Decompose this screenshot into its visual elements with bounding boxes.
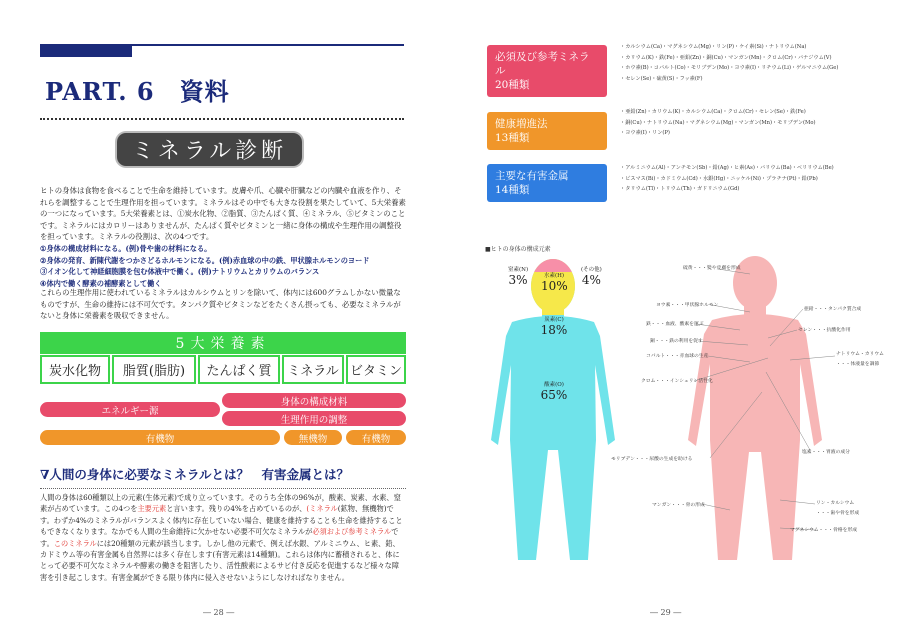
nitrogen-label: 窒素(N) bbox=[508, 267, 529, 273]
para3-text-e: には20種類の元素が該当します。しかし他の元素で、例えば水銀、アルミニウム、ヒ素、鉛、カドミウム等の有害金属も自然界には多く存在します(有害元素は14種類)。これらは体内に蓄積されると、体にとって必要不可欠なミネラルや酵素の働きを阻害したり、活性酸素によるサビ付き反応を促進するなど様々な障害を引き起こします。有害金属ができる限り体内に侵入させないようにしなければなりません。 bbox=[40, 538, 400, 582]
anno-manganese: マンガン・・・骨の形成 bbox=[652, 503, 705, 508]
bar-physiology: 生理作用の調整 bbox=[222, 411, 406, 426]
health-line: ・銅(Cu)・ナトリウム(Na)・マグネシウム(Mg)・マンガン(Mn)・モリブデン(Mo) bbox=[620, 119, 816, 126]
anno-chlorine: 塩素・・・胃液の成分 bbox=[802, 450, 850, 455]
element-nitrogen bbox=[508, 265, 528, 287]
para3-text-a: 人間の身体は60種類以上の元素(生体元素)で成り立っています。そのうち全体の96%が，酸素、炭素、水素、窒素が占めています。この4つを bbox=[40, 493, 401, 514]
subheading: ∇人間の身体に必要なミネラルとは？ 有害金属とは？ bbox=[40, 465, 406, 489]
bar-body-material: 身体の構成材料 bbox=[222, 393, 406, 408]
anno-magnesium: マグネシウム・・・骨格を形成 bbox=[790, 528, 858, 533]
nitrogen-pct: 3% bbox=[508, 273, 528, 287]
carbon-label: 炭素(C) bbox=[544, 317, 564, 323]
page-number-right: ― 29 ― bbox=[650, 608, 682, 617]
oxygen-pct: 65% bbox=[540, 388, 568, 402]
body-figure bbox=[450, 0, 900, 636]
oxygen-label: 酸素(O) bbox=[544, 382, 564, 388]
intro-paragraph bbox=[40, 185, 406, 289]
section-title: ミネラル診断 bbox=[131, 139, 288, 164]
harmful-line: ・ビスマス(Bi)・カドミウム(Cd)・水銀(Hg)・ニッケル(Ni)・プラチナ(Pt)・鉛(Pb) bbox=[620, 175, 818, 182]
colored-body bbox=[480, 250, 630, 580]
anno-sulfur: 硫黄・・・髪や皮膚を形成 bbox=[683, 266, 741, 271]
para3-highlight-3: 必須および参考ミネラル bbox=[312, 527, 392, 537]
bar-organic: 有機物 bbox=[40, 430, 280, 445]
other-label: (その他) bbox=[581, 267, 602, 273]
para3-highlight-1: 主要元素 bbox=[137, 504, 167, 514]
nutrient-carbohydrate: 炭水化物 bbox=[40, 355, 110, 384]
essential-line: ・カルシウム(Ca)・マグネシウム(Mg)・リン(P)・ケイ素(Si)・ナトリウム(Na) bbox=[620, 44, 807, 50]
harmful-line: ・タリウム(Tl)・トリウム(Th)・ガドリニウム(Gd) bbox=[620, 186, 740, 192]
bar-organic-vitamin: 有機物 bbox=[346, 430, 406, 445]
role-4: ④体内で働く酵素の補酵素として働く bbox=[40, 278, 162, 288]
intro-text: ヒトの身体は食物を食べることで生命を維持しています。皮膚や爪、心臓や肝臓などの内臓や血液を作り、それらを調整することで生理作用を担っています。ミネラルはその中でも大きな役割を果たしていて、5大栄養素の一つになっています。5大栄養素とは、①炭水化物、②脂質、③たんぱく質、④ミネラル、⑤ビタミンのことです。ミネラルにはカロリーはありませんが、たんぱく質やビタミンと一緒に身体の構成や生理作用の調整役を担っています。ミネラルの役割は、次の4つです。 bbox=[40, 186, 406, 242]
essential-line: ・ホウ素(B)・コバルト(Co)・モリブデン(Mo)・ヨウ素(I)・リチウム(Li)・ゲルマニウム(Ge) bbox=[620, 65, 839, 71]
element-other bbox=[581, 265, 602, 287]
role-1: ①身体の構成材料になる。(例)骨や歯の材料になる。 bbox=[40, 243, 212, 253]
element-oxygen bbox=[536, 380, 572, 402]
para3-highlight-2: (ミネラル bbox=[306, 504, 338, 514]
harmful-line: ・アルミニウム(Al)・アンチモン(Sb)・鉛(Ag)・ヒ素(As)・バリウム(Ba)・ベリリウム(Be) bbox=[620, 165, 834, 171]
para3-text-b: と言います。残りの4%を占めているのが、 bbox=[166, 504, 307, 514]
elements-paragraph bbox=[40, 492, 406, 583]
bar-inorganic: 無機物 bbox=[284, 430, 342, 445]
nutrient-protein: たんぱく質 bbox=[198, 355, 280, 384]
top-rule-tab bbox=[40, 44, 132, 57]
bar-energy: エネルギー源 bbox=[40, 402, 220, 417]
anno-iron: 鉄・・・血液、酸素を運ぶ bbox=[646, 322, 704, 327]
anno-sodium-potassium: ナトリウム・カリウム bbox=[836, 352, 884, 357]
category-health-title: 健康増進法 bbox=[495, 118, 548, 130]
hydrogen-pct: 10% bbox=[541, 279, 568, 293]
anno-cobalt: コバルト・・・赤血球の生産 bbox=[646, 354, 709, 359]
category-essential-count: 20種類 bbox=[495, 79, 530, 91]
anno-molybdenum: モリブデン・・・尿酸の生成を助ける bbox=[611, 457, 693, 462]
anno-selenium: セレン・・・抗酸化作用 bbox=[798, 328, 851, 333]
category-essential-title: 必須及び参考ミネラル bbox=[495, 51, 590, 77]
nutrients-row bbox=[40, 355, 406, 384]
role-3: ③イオン化して神経細胞膜を包む体液中で働く。(例)ナトリウムとカリウムのバランス bbox=[40, 267, 320, 277]
nutrient-vitamin: ビタミン bbox=[346, 355, 406, 384]
anno-fluid: ・・・体液量を調節 bbox=[836, 362, 880, 367]
health-line: ・ヨウ素(I)・リン(P) bbox=[620, 130, 670, 136]
nutrient-mineral: ミネラル bbox=[282, 355, 344, 384]
health-line: ・亜鉛(Zn)・カリウム(K)・カルシウム(Ca)・クロム(Cr)・セレン(Se)・鉄(Fe) bbox=[620, 109, 806, 115]
category-harmful-count: 14種類 bbox=[495, 184, 530, 196]
element-carbon bbox=[536, 315, 572, 337]
anno-teeth-bones: ・・・歯や骨を形成 bbox=[816, 511, 860, 516]
essential-line: ・セレン(Se)・硫黄(S)・フッ素(F) bbox=[620, 75, 703, 82]
anno-iodine: ヨウ素・・・甲状腺ホルモン bbox=[656, 303, 719, 308]
para3-highlight-4: このミネラル bbox=[53, 538, 97, 548]
anno-chromium: クロム・・・インシュリン活性化 bbox=[641, 379, 713, 384]
para3-text-c: (鉱物、無機物)です。わずか4%のミネラルがバランスよく体内に存在していない場合、健康を維持することも生命を維持することもできなくなります。なかでも人間の生命維持に欠かせない必要不可欠なミネラルが bbox=[40, 504, 403, 537]
figure-title: ■ヒトの身体の構成元素 bbox=[485, 246, 551, 253]
carbon-pct: 18% bbox=[540, 323, 568, 337]
para3-text-d: です。 bbox=[40, 527, 399, 548]
essential-line: ・カリウム(K)・鉄(Fe)・亜鉛(Zn)・銅(Cu)・マンガン(Mn)・クロム(Cr)・バナジウム(V) bbox=[620, 54, 832, 61]
element-hydrogen bbox=[541, 271, 567, 293]
page-number-left: ― 28 ― bbox=[203, 608, 235, 617]
right-page bbox=[450, 0, 900, 636]
section-title-box bbox=[117, 133, 302, 166]
anno-copper: 銅・・・鉄の利用を促す bbox=[650, 339, 703, 344]
category-harmful-title: 主要な有害金属 bbox=[495, 170, 569, 182]
anno-phosphorus-calcium: リン・カルシウム bbox=[816, 501, 855, 506]
category-health-count: 13種類 bbox=[495, 132, 530, 144]
part-title: PART. 6 資料 bbox=[45, 77, 230, 106]
hydrogen-label: 水素(H) bbox=[543, 273, 565, 279]
nutrients-header: 5大栄養素 bbox=[40, 332, 406, 354]
other-pct: 4% bbox=[581, 273, 601, 287]
anno-zinc: 亜鉛・・・タンパク質合成 bbox=[804, 307, 862, 312]
role-2: ②身体の発育、新陳代謝をつかさどるホルモンになる。(例)赤血球の中の鉄、甲状腺ホルモンのヨード bbox=[40, 255, 370, 265]
dotted-divider bbox=[40, 118, 404, 120]
nutrient-fat: 脂質(脂肪) bbox=[112, 355, 196, 384]
mineral-paragraph: これらの生理作用に使われているミネラルはカルシウムとリンを除いて、体内には600グラムしかない微量なものですが、生命の維持には不可欠です。タンパク質やビタミンなどをたくさん摂っても、必要なミネラルがないと身体に栄養素を吸収できません。 bbox=[40, 288, 401, 321]
